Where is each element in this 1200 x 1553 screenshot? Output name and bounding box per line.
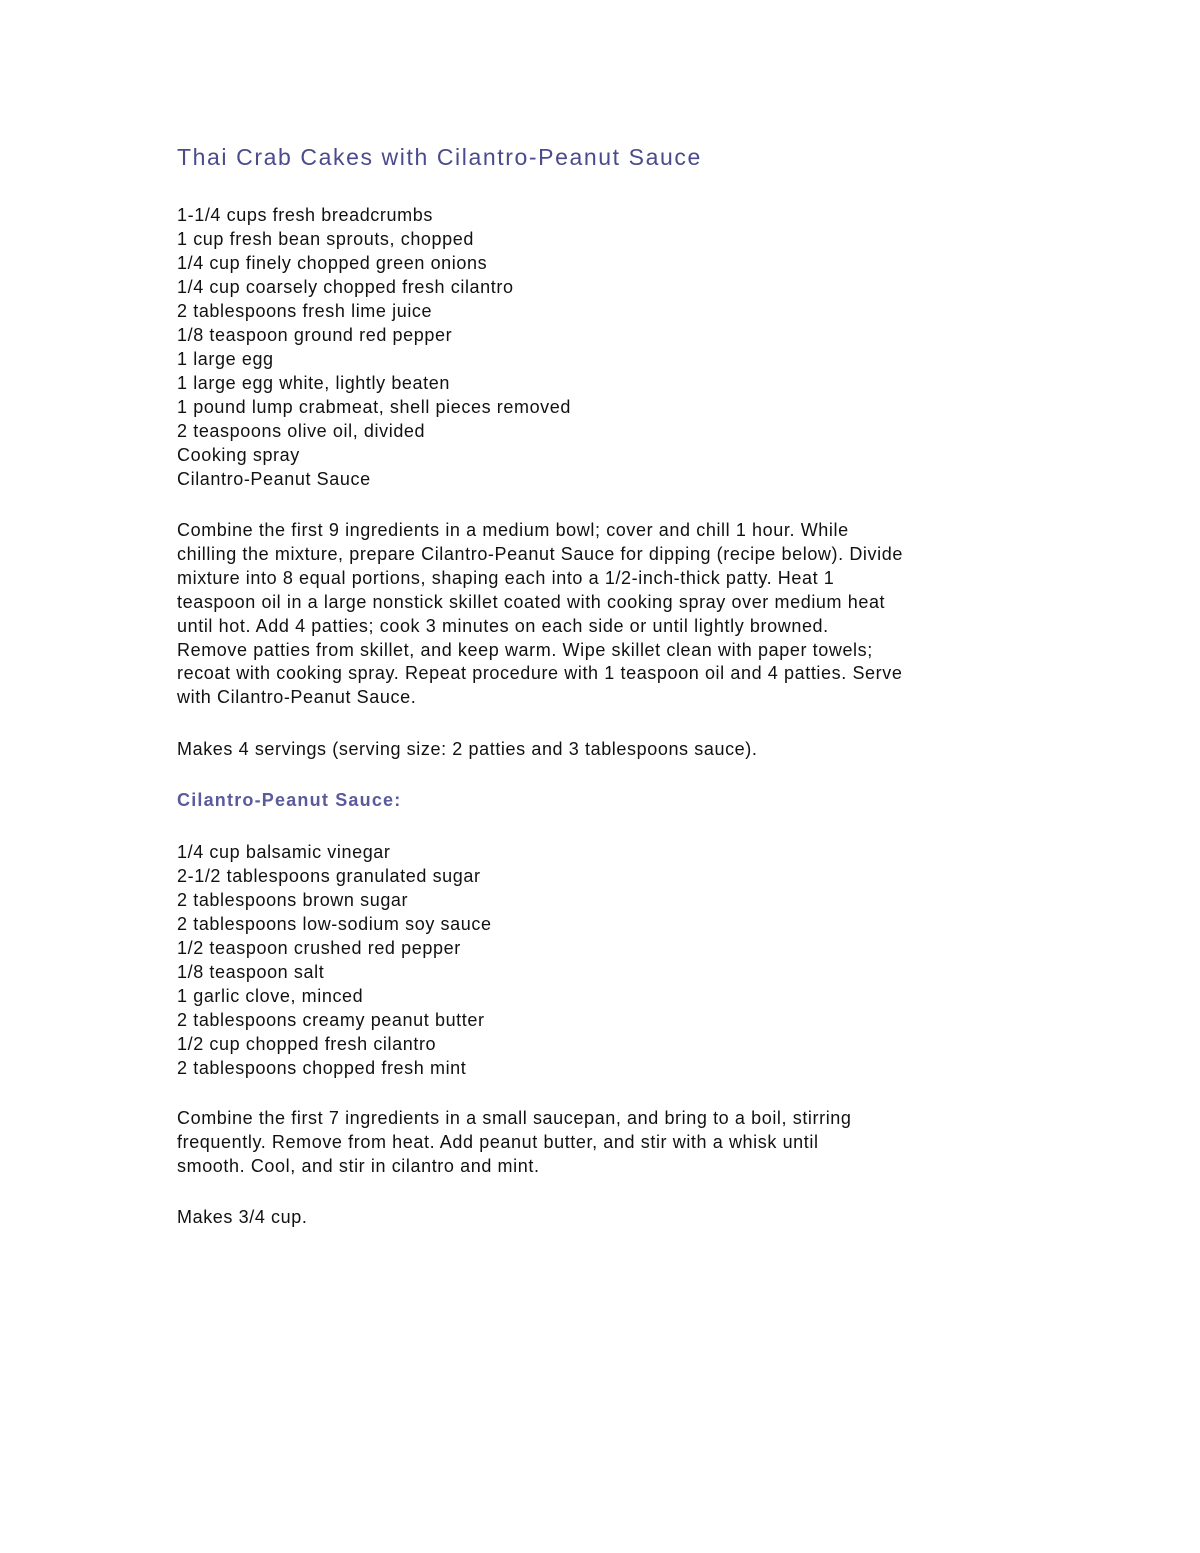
sauce-ingredient-item: 1/2 teaspoon crushed red pepper xyxy=(177,938,461,959)
ingredient-item: 1 pound lump crabmeat, shell pieces removed xyxy=(177,397,571,417)
sauce-ingredient-item: 1/4 cup balsamic vinegar xyxy=(177,842,391,863)
sauce-ingredient-item: 2 tablespoons low-sodium soy sauce xyxy=(177,914,492,935)
directions-line: teaspoon oil in a large nonstick skillet coated with cooking spray over medium heat xyxy=(177,591,886,612)
sauce-ingredient-item: 1/8 teaspoon salt xyxy=(177,962,325,983)
sauce-ingredient-item: 2 tablespoons creamy peanut butter xyxy=(177,1010,485,1031)
directions-line: Combine the first 9 ingredients in a medium bowl; cover and chill 1 hour. While xyxy=(177,520,849,540)
ingredient-item: Cilantro-Peanut Sauce xyxy=(177,469,371,489)
sauce-directions xyxy=(177,1107,1037,1179)
sauce-ingredient-item: 1 garlic clove, minced xyxy=(177,986,364,1007)
sauce-ingredient-item: 2 tablespoons chopped fresh mint xyxy=(177,1058,467,1079)
crab-cake-directions xyxy=(177,519,1037,710)
sauce-ingredient-item: 2 tablespoons brown sugar xyxy=(177,890,409,911)
ingredient-item: 1 cup fresh bean sprouts, chopped xyxy=(177,229,474,249)
ingredient-item: Cooking spray xyxy=(177,445,300,465)
ingredient-item: 1/4 cup finely chopped green onions xyxy=(177,253,488,273)
recipe-page xyxy=(177,140,1057,1229)
sauce-directions-line: Combine the first 7 ingredients in a small saucepan, and bring to a boil, stirring xyxy=(177,1108,852,1129)
directions-line: until hot. Add 4 patties; cook 3 minutes on each side or until lightly browned. xyxy=(177,615,829,636)
directions-line: recoat with cooking spray. Repeat procedure with 1 teaspoon oil and 4 patties. Serve xyxy=(177,663,903,684)
sauce-heading: Cilantro-Peanut Sauce: xyxy=(177,790,402,811)
directions-line: with Cilantro-Peanut Sauce. xyxy=(177,687,417,708)
sauce-yield: Makes 3/4 cup. xyxy=(177,1206,308,1227)
ingredient-item: 1/4 cup coarsely chopped fresh cilantro xyxy=(177,277,514,297)
directions-line: chilling the mixture, prepare Cilantro-Peanut Sauce for dipping (recipe below). Divide xyxy=(177,543,903,564)
sauce-directions-line: frequently. Remove from heat. Add peanut butter, and stir with a whisk until xyxy=(177,1132,819,1153)
sauce-ingredient-item: 1/2 cup chopped fresh cilantro xyxy=(177,1034,437,1055)
ingredient-item: 2 tablespoons fresh lime juice xyxy=(177,301,433,321)
ingredient-item: 1 large egg white, lightly beaten xyxy=(177,373,450,393)
directions-line: Remove patties from skillet, and keep warm. Wipe skillet clean with paper towels; xyxy=(177,639,873,660)
recipe-title: Thai Crab Cakes with Cilantro-Peanut Sauce xyxy=(177,144,702,170)
ingredient-item: 1-1/4 cups fresh breadcrumbs xyxy=(177,205,433,225)
crab-cake-yield: Makes 4 servings (serving size: 2 patties and 3 tablespoons sauce). xyxy=(177,739,758,760)
sauce-ingredient-item: 2-1/2 tablespoons granulated sugar xyxy=(177,866,481,887)
ingredient-item: 2 teaspoons olive oil, divided xyxy=(177,421,426,441)
ingredient-item: 1/8 teaspoon ground red pepper xyxy=(177,325,453,345)
crab-cake-ingredient-list xyxy=(177,203,1057,491)
directions-line: mixture into 8 equal portions, shaping each into a 1/2-inch-thick patty. Heat 1 xyxy=(177,567,835,588)
sauce-ingredient-list xyxy=(177,840,1057,1080)
sauce-directions-line: smooth. Cool, and stir in cilantro and mint. xyxy=(177,1156,540,1177)
ingredient-item: 1 large egg xyxy=(177,349,274,369)
